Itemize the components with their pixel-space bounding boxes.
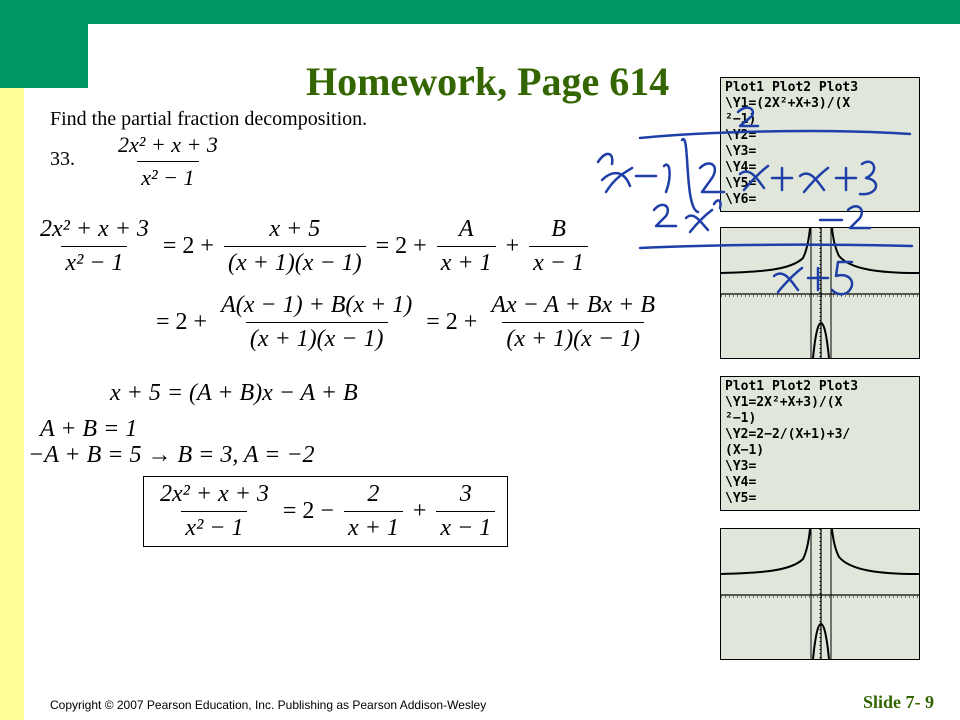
- system-equation-2: −A + B = 5 → B = 3, A = −2: [28, 442, 315, 468]
- problem-number: 33.: [50, 148, 75, 170]
- final-fraction-2: $\frac{3}{x - 1}$: [436, 481, 495, 542]
- top-accent-bar: [88, 0, 960, 24]
- equation-line-2: = 2 + $\frac{A(x - 1) + B(x + 1)}{(x + 1)(x - 1)}$ = 2 + $\frac{Ax - A + Bx + B}{(x + 1)(x - 1)}$: [150, 292, 663, 353]
- calculator-graph-1: [720, 227, 920, 359]
- calculator-y-editor-2: Plot1 Plot2 Plot3 \Y1=2X²+X+3)/(X ²−1) \Y2=2−2/(X+1)+3/ (X−1) \Y3= \Y4= \Y5=: [720, 376, 920, 511]
- final-answer-box: $\frac{\text{2x² + x + 3}}{\text{x² − 1}}$ = 2 − $\frac{2}{x + 1}$ + $\frac{3}{x - 1}$: [143, 476, 508, 547]
- graph-2-plot: [721, 529, 919, 659]
- fraction-a: $\frac{A}{x + 1}$: [437, 216, 496, 277]
- final-lhs-fraction: $\frac{\text{2x² + x + 3}}{\text{x² − 1}}$: [160, 481, 269, 541]
- calculator-y-editor-1: Plot1 Plot2 Plot3 \Y1=(2X²+X+3)/(X ²−1) \Y2= \Y3= \Y4= \Y5= \Y6=: [720, 77, 920, 212]
- problem-fraction: $\frac{\text{2x² + x + 3}}{\text{x² − 1}}$: [118, 132, 218, 190]
- system-equation-1: A + B = 1: [40, 416, 138, 442]
- graph-1-plot: [721, 228, 919, 358]
- expanded-fraction: $\frac{Ax - A + Bx + B}{(x + 1)(x - 1)}$: [491, 292, 656, 352]
- calculator-graph-2: [720, 528, 920, 660]
- instruction-text: Find the partial fraction decomposition.: [50, 108, 368, 130]
- corner-accent-block: [0, 0, 88, 88]
- combined-fraction: $\frac{A(x - 1) + B(x + 1)}{(x + 1)(x - 1)}$: [221, 292, 413, 352]
- coefficient-equation: x + 5 = (A + B)x − A + B: [110, 380, 358, 406]
- left-accent-stripe: [0, 0, 24, 720]
- copyright-footer: Copyright © 2007 Pearson Education, Inc. Publishing as Pearson Addison-Wesley: [50, 698, 487, 712]
- slide-number: Slide 7- 9: [862, 692, 934, 712]
- slide-title: Homework, Page 614: [306, 59, 670, 104]
- problem-expression: [110, 132, 226, 191]
- equation-line-1: $\frac{\text{2x² + x + 3}}{\text{x² − 1}}$ = 2 + $\frac{x + 5}{(x + 1)(x - 1)}$ = 2 + $\frac{A}{x + 1}$ + $\frac{B}{x - 1}$: [32, 216, 592, 277]
- lhs-fraction: $\frac{\text{2x² + x + 3}}{\text{x² − 1}}$: [40, 216, 149, 276]
- fraction-b: $\frac{B}{x - 1}$: [529, 216, 588, 277]
- final-fraction-1: $\frac{2}{x + 1}$: [344, 481, 403, 542]
- remainder-fraction: $\frac{x + 5}{(x + 1)(x - 1)}$: [224, 216, 366, 277]
